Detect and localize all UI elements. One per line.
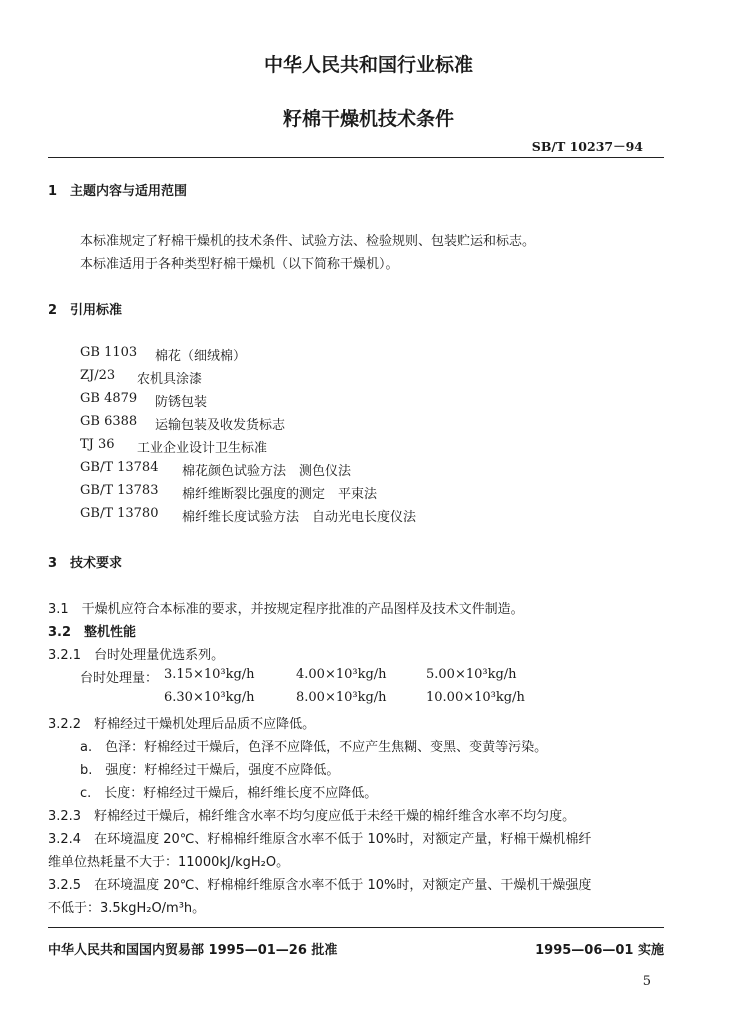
reference-code: GB/T 13783 [80, 483, 159, 498]
section-1-heading: 1 主题内容与适用范围 [48, 184, 188, 199]
reference-title: 运输包装及收发货标志 [155, 418, 286, 433]
reference-title: 农机具涂漆 [137, 372, 203, 387]
clause-3-2-2-c: c. 长度：籽棉经过干燥后，棉纤维长度不应降低。 [80, 786, 378, 801]
clause-3-2-2: 3.2.2 籽棉经过干燥机处理后品质不应降低。 [48, 717, 316, 732]
effective-date: 1995—06—01 实施 [535, 943, 664, 958]
reference-title: 棉纤维长度试验方法 自动光电长度仪法 [182, 510, 417, 525]
reference-title: 棉花（细绒棉） [155, 349, 247, 364]
standard-code: SB/T 10237－94 [531, 139, 643, 154]
capacity-value: 3.15×10³kg/h [164, 667, 255, 682]
capacity-label: 台时处理量： [80, 671, 159, 686]
standard-type: 中华人民共和国行业标准 [263, 54, 473, 76]
capacity-value: 5.00×10³kg/h [426, 667, 517, 682]
reference-code: ZJ/23 [80, 368, 116, 383]
capacity-value: 8.00×10³kg/h [296, 690, 387, 705]
section-1-paragraph-1: 本标准规定了籽棉干燥机的技术条件、试验方法、检验规则、包装贮运和标志。 [80, 234, 536, 249]
clause-3-2-4-line-1: 3.2.4 在环境温度 20℃、籽棉棉纤维原含水率不低于 10%时，对额定产量，籽棉干燥机棉纤 [48, 832, 592, 847]
clause-3-2-5-line-1: 3.2.5 在环境温度 20℃、籽棉棉纤维原含水率不低于 10%时，对额定产量、干燥机干燥强度 [48, 878, 592, 893]
clause-3-2-4-line-2: 维单位热耗量不大于：11000kJ/kgH₂O。 [48, 855, 290, 870]
clause-3-2-3: 3.2.3 籽棉经过干燥后，棉纤维含水率不均匀度应低于未经干燥的棉纤维含水率不均匀度。 [48, 809, 576, 824]
clause-3-2-2-b: b. 强度：籽棉经过干燥后，强度不应降低。 [80, 763, 340, 778]
reference-code: GB/T 13784 [80, 460, 159, 475]
reference-title: 棉花颜色试验方法 测色仪法 [182, 464, 352, 479]
capacity-value: 10.00×10³kg/h [426, 690, 525, 705]
clause-3-2: 3.2 整机性能 [48, 625, 137, 640]
reference-code: GB 1103 [80, 345, 138, 360]
reference-title: 棉纤维断裂比强度的测定 平束法 [182, 487, 378, 502]
reference-code: GB 6388 [80, 414, 138, 429]
capacity-value: 6.30×10³kg/h [164, 690, 255, 705]
document-title: 籽棉干燥机技术条件 [282, 108, 454, 130]
section-3-heading: 3 技术要求 [48, 556, 123, 571]
section-2-heading: 2 引用标准 [48, 303, 123, 318]
header-rule [48, 157, 664, 158]
approval-note: 中华人民共和国国内贸易部 1995—01—26 批准 [48, 943, 338, 958]
reference-code: GB 4879 [80, 391, 138, 406]
section-1-paragraph-2: 本标准适用于各种类型籽棉干燥机（以下简称干燥机）。 [80, 257, 399, 272]
reference-code: GB/T 13780 [80, 506, 159, 521]
clause-3-2-5-line-2: 不低于：3.5kgH₂O/m³h。 [48, 901, 206, 916]
reference-title: 工业企业设计卫生标准 [137, 441, 268, 456]
clause-3-2-2-a: a. 色泽：籽棉经过干燥后，色泽不应降低，不应产生焦糊、变黑、变黄等污染。 [80, 740, 548, 755]
reference-code: TJ 36 [80, 437, 115, 452]
reference-title: 防锈包装 [155, 395, 208, 410]
capacity-value: 4.00×10³kg/h [296, 667, 387, 682]
page-number: 5 [642, 974, 651, 989]
clause-3-2-1: 3.2.1 台时处理量优选系列。 [48, 648, 225, 663]
footer-rule [48, 927, 664, 928]
clause-3-1: 3.1 干燥机应符合本标准的要求，并按规定程序批准的产品图样及技术文件制造。 [48, 602, 524, 617]
